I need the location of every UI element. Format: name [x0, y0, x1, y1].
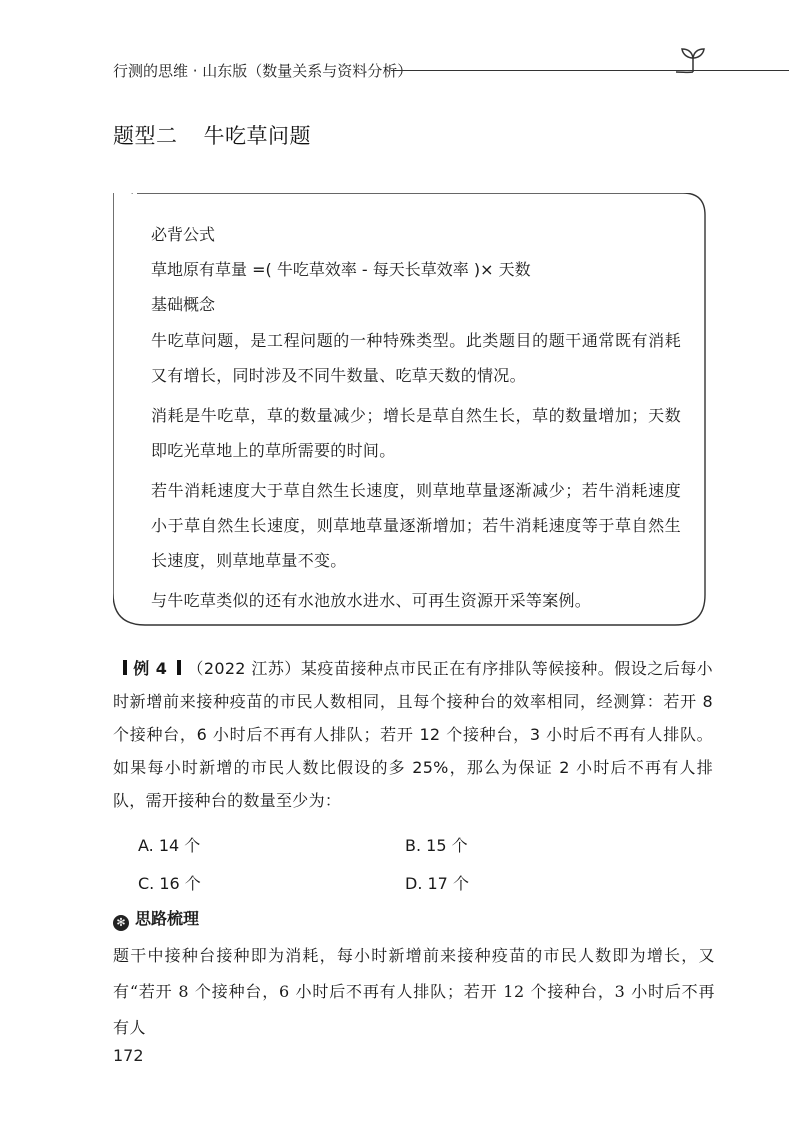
box-content — [151, 217, 681, 623]
thinking-text: 题干中接种台接种即为消耗，每小时新增前来接种疫苗的市民人数即为增长，又有“若开 8 个接种台，6 小时后不再有人排队；若开 12 个接种台，3 小时后不再有人 — [113, 946, 715, 1037]
thinking-heading-text: 思路梳理 — [135, 909, 200, 928]
running-header — [113, 60, 713, 80]
sprout-icon — [676, 42, 710, 76]
example-source: （2022 江苏） — [187, 659, 301, 678]
example-question — [113, 652, 713, 817]
header-rule — [391, 70, 789, 71]
option-d: D. 17 个 — [405, 874, 469, 893]
concept-paragraph: 与牛吃草类似的还有水池放水进水、可再生资源开采等案例。 — [151, 591, 592, 610]
gear-icon: ✻ — [113, 915, 129, 931]
option-b: B. 15 个 — [405, 836, 468, 855]
formula-heading: 必背公式 — [151, 225, 216, 244]
formula-concept-box — [113, 193, 707, 629]
section-title — [113, 120, 311, 150]
example-label-bar-right — [177, 660, 181, 675]
running-title: 行测的思维 · 山东版（数量关系与资料分析） — [113, 62, 413, 80]
example-label: 例 4 — [133, 659, 168, 678]
thinking-heading — [113, 906, 199, 931]
section-name: 牛吃草问题 — [203, 124, 311, 148]
concept-heading: 基础概念 — [151, 295, 216, 314]
section-number: 题型二 — [113, 124, 178, 148]
option-a: A. 14 个 — [138, 836, 201, 855]
example-label-bar-left — [123, 660, 127, 675]
example-question-text: 某疫苗接种点市民正在有序排队等候接种。假设之后每小时新增前来接种疫苗的市民人数相同，且每个接种台的效率相同，经测算：若开 8 个接种台，6 小时后不再有人排队；若开 12 个接种台，3 小时后不再有人排队。如果每小时新增的市民人数比假设的多 25%，那么为保证 2 小时后不再有人排队，需开接种台的数量至少为： — [113, 659, 713, 810]
option-c: C. 16 个 — [138, 874, 201, 893]
concept-paragraph: 牛吃草问题，是工程问题的一种特殊类型。此类题目的题干通常既有消耗又有增长，同时涉及不同牛数量、吃草天数的情况。 — [151, 331, 681, 385]
concept-paragraph: 消耗是牛吃草，草的数量减少；增长是草自然生长，草的数量增加；天数即吃光草地上的草所需要的时间。 — [151, 406, 681, 460]
concept-paragraph: 若牛消耗速度大于草自然生长速度，则草地草量逐渐减少；若牛消耗速度小于草自然生长速度，则草地草量逐渐增加；若牛消耗速度等于草自然生长速度，则草地草量不变。 — [151, 481, 681, 570]
page-number: 172 — [113, 1046, 144, 1065]
formula-text: 草地原有草量 =( 牛吃草效率 - 每天长草效率 )× 天数 — [151, 260, 531, 279]
